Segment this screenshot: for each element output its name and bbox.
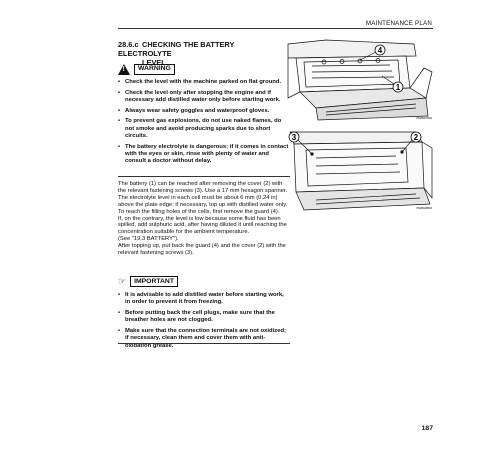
figure-code: VS29027D0 bbox=[415, 116, 432, 120]
page-number: 187 bbox=[421, 425, 433, 432]
body-paragraph: To reach the filling holes of the cells, first remove the guard (4). bbox=[118, 208, 280, 215]
warning-item: • The battery electrolyte is dangerous; if it comes in contact with the eyes or skin, rinse with plenty of water and consult a doctor without delay. bbox=[118, 144, 290, 166]
important-heading bbox=[118, 276, 178, 287]
title-line-1: CHECKING THE BATTERY ELECTROLYTE bbox=[118, 40, 235, 58]
pointing-hand-icon: ☞ bbox=[118, 276, 127, 286]
warning-item: • To prevent gas explosions, do not use naked flames, do not smoke and avoid producing sparks due to short circuits. bbox=[118, 118, 290, 140]
battery-guard-figure bbox=[286, 38, 434, 122]
callout-screws: 3 bbox=[291, 133, 297, 142]
body-paragraph: After topping up, put back the guard (4) and the cover (2) with the relevant fastening screws (3). bbox=[118, 243, 286, 257]
body-text bbox=[118, 181, 290, 257]
figure-code: VS29028D0 bbox=[415, 206, 432, 210]
callout-cover: 2 bbox=[413, 133, 419, 142]
battery-cover-illustration bbox=[286, 128, 434, 212]
warning-item: • Check the level with the machine parked on flat ground. bbox=[118, 79, 290, 86]
body-paragraph: The battery (1) can be reached after removing the cover (2) with the relevant fastening screws (3). Use a 17 mm hexagon spanner. bbox=[118, 181, 288, 194]
important-label: IMPORTANT bbox=[130, 276, 178, 287]
title-line-2: LEVEL bbox=[142, 58, 166, 67]
warning-item: • Check the level only after stopping the engine and if necessary add distilled water only before starting work. bbox=[118, 90, 290, 105]
warning-item: • Always wear safety goggles and waterproof gloves. bbox=[118, 108, 290, 115]
battery-cover-figure bbox=[286, 128, 434, 212]
important-item: • Make sure that the connection terminals are not oxidized; if necessary, clean them and cover them with anti-oxidation grease. bbox=[118, 328, 290, 350]
section-number: 28.6.c bbox=[118, 40, 139, 49]
body-paragraph: The electrolyte level in each cell must be about 6 mm (0.24 in) above the plate edge; if necessary, top up with distilled water only. bbox=[118, 194, 288, 208]
warning-list bbox=[118, 79, 290, 169]
warning-triangle-icon: ! bbox=[118, 64, 130, 75]
warning-end-rule bbox=[118, 176, 290, 177]
warning-heading bbox=[118, 63, 175, 75]
running-header: MAINTENANCE PLAN bbox=[365, 20, 432, 27]
important-end-rule bbox=[118, 343, 290, 344]
important-item: • It is advisable to add distilled water before starting work, in order to prevent it from freezing. bbox=[118, 292, 290, 307]
body-paragraph: If, on the contrary, the level is low because some fluid has been spilled, add sulphuric acid, after having diluted it until reaching the concentration suitable for the ambient temperature. bbox=[118, 215, 287, 236]
warning-label: WARNING bbox=[134, 64, 175, 75]
header-rule bbox=[118, 28, 433, 29]
callout-battery: 1 bbox=[395, 83, 401, 92]
important-item: • Before putting back the cell plugs, make sure that the breather holes are not clogged. bbox=[118, 310, 290, 325]
callout-guard: 4 bbox=[377, 46, 383, 55]
important-list bbox=[118, 292, 290, 353]
battery-guard-illustration bbox=[286, 38, 434, 122]
body-paragraph: (See "19.3 BATTERY"). bbox=[118, 236, 179, 243]
